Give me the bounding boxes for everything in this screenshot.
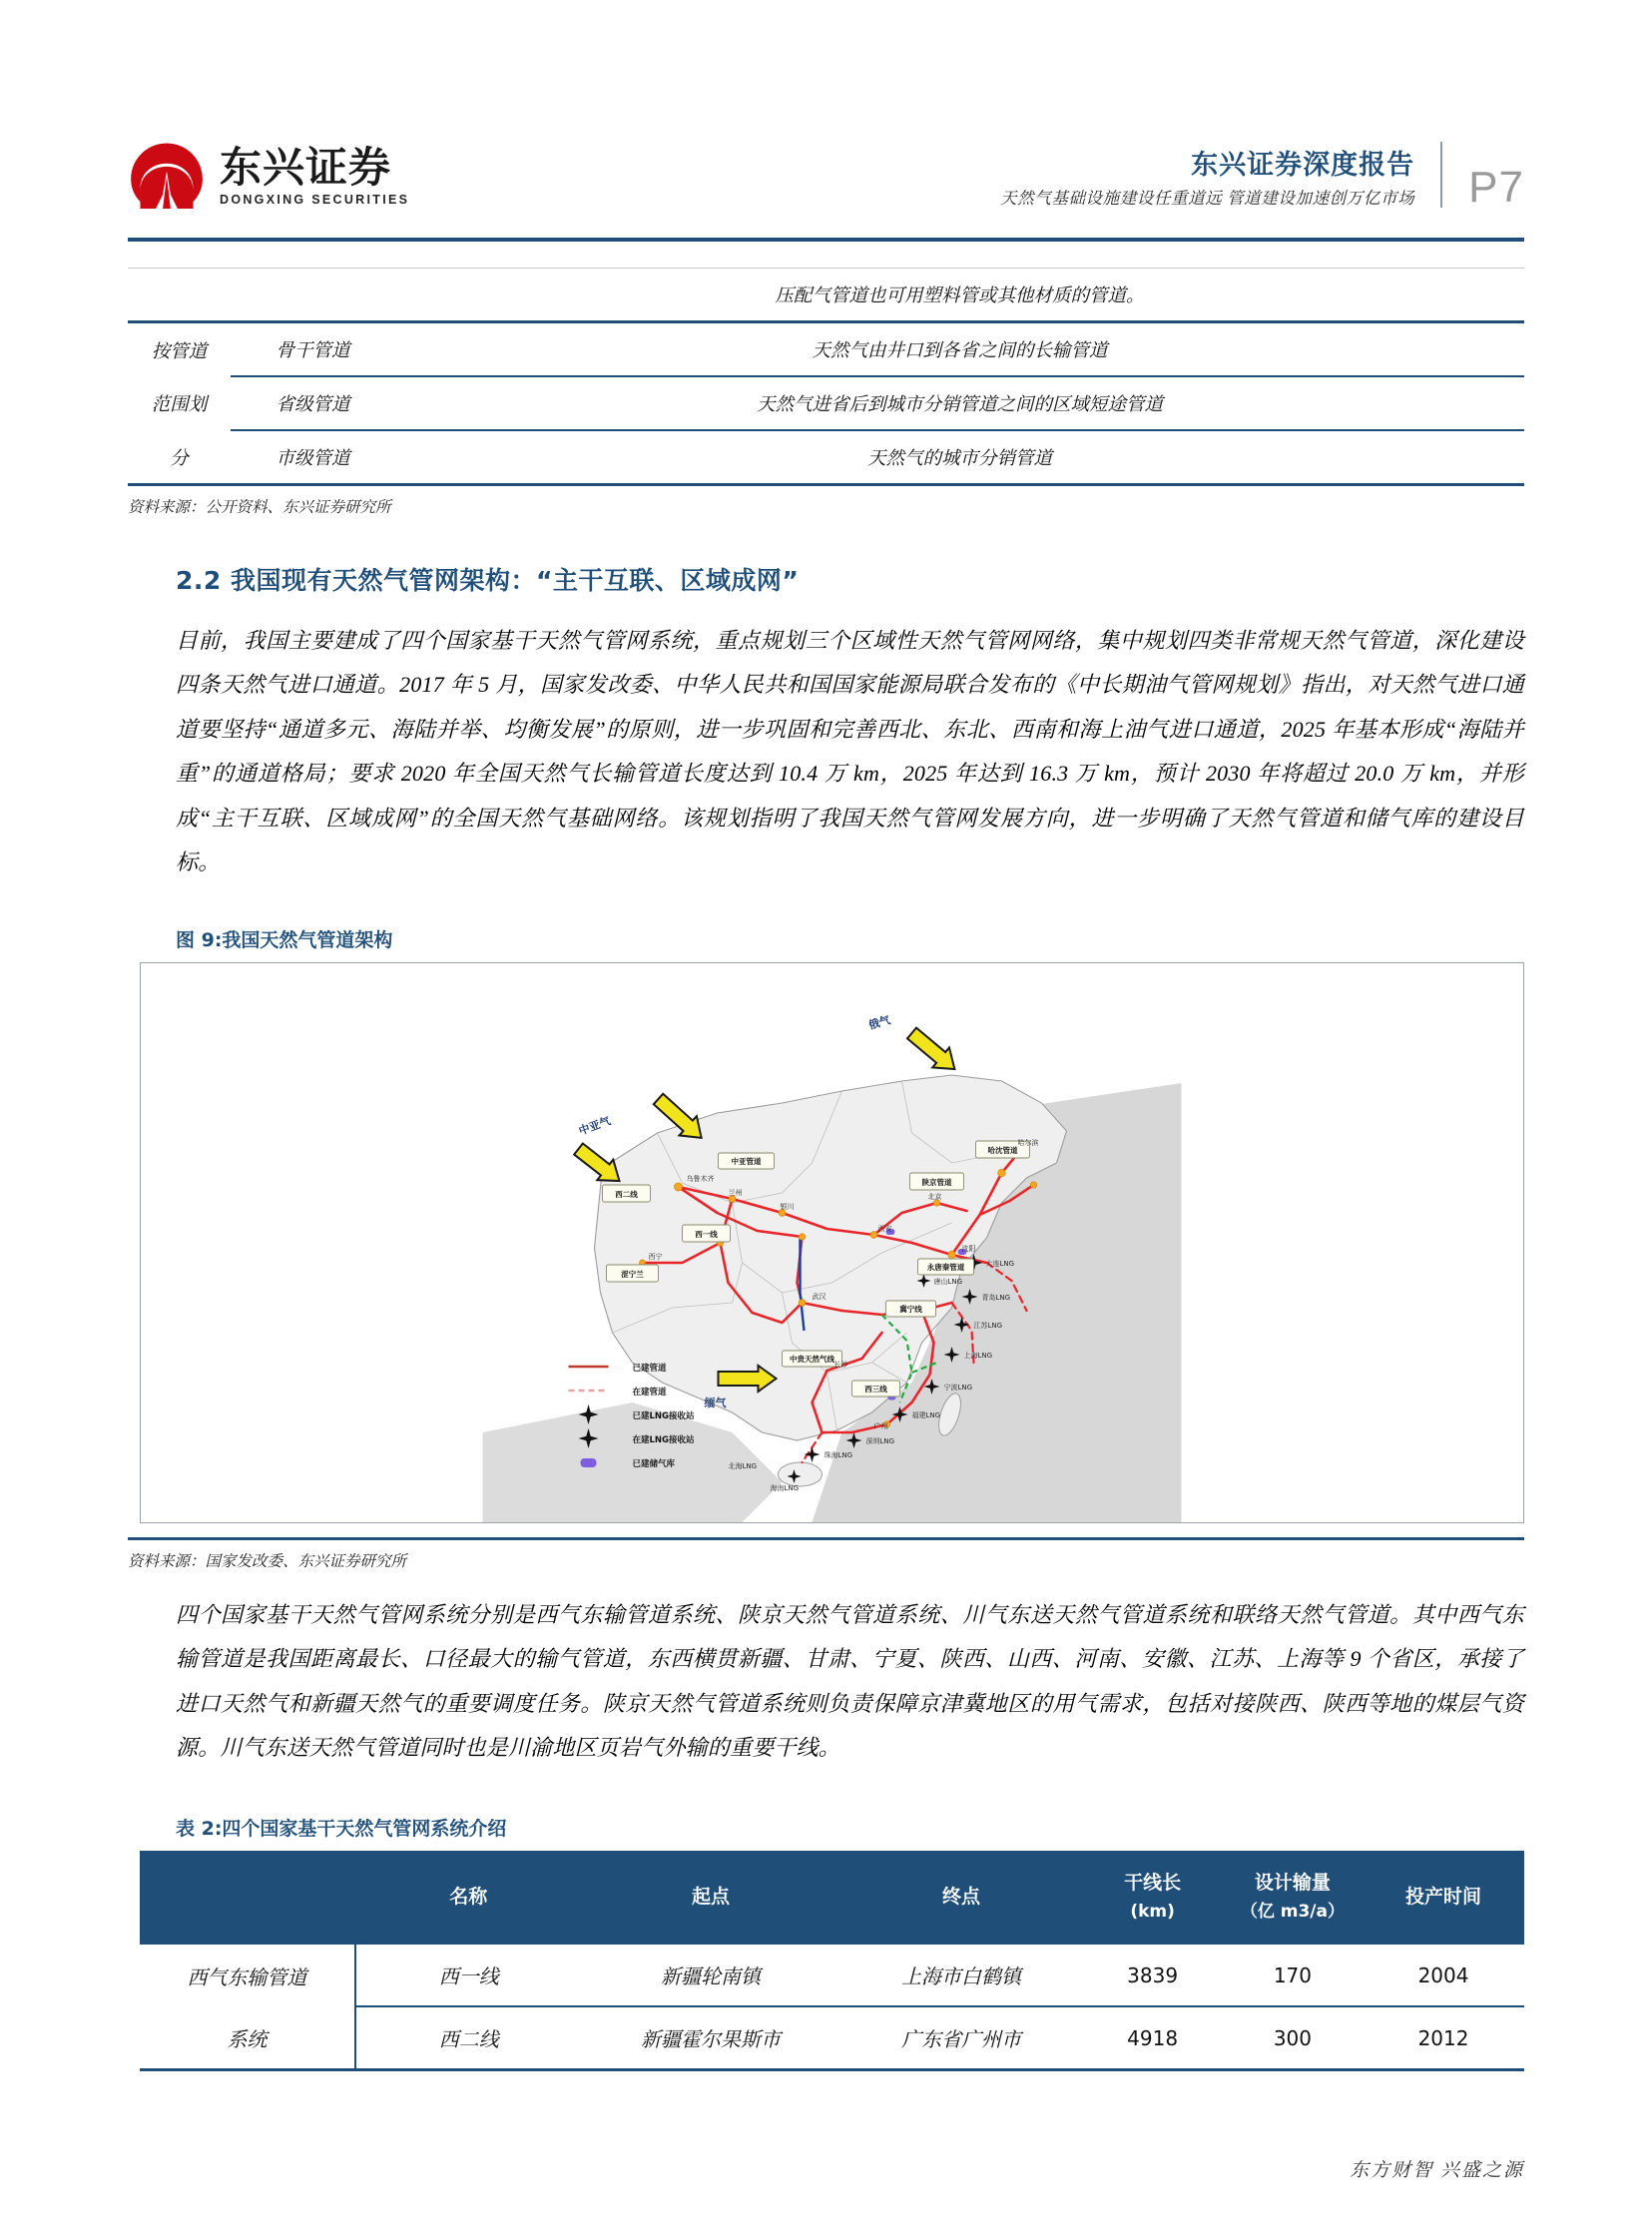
cell-group-label-3: 分 bbox=[170, 448, 189, 469]
brand-logo bbox=[128, 140, 409, 214]
cell-close-a bbox=[128, 485, 231, 487]
cell-end-1: 上海市白鹤镇 bbox=[840, 1944, 1083, 2006]
svg-text:哈尔滨: 哈尔滨 bbox=[1017, 1138, 1039, 1147]
th-system bbox=[140, 1851, 355, 1944]
cell-commission-1: 2004 bbox=[1363, 1944, 1524, 2006]
page-footer-slogan: 东方财智 兴盛之源 bbox=[1350, 2160, 1524, 2181]
svg-text:冀宁线: 冀宁线 bbox=[899, 1304, 922, 1314]
cell-name-1: 西一线 bbox=[355, 1944, 582, 2006]
svg-text:北海LNG: 北海LNG bbox=[728, 1461, 758, 1470]
svg-text:中亚管道: 中亚管道 bbox=[731, 1156, 762, 1166]
top-table-source: 资料来源：公开资料、东兴证券研究所 bbox=[128, 499, 391, 516]
brand-name-cn: 东兴证券 bbox=[220, 143, 392, 193]
brand-text bbox=[220, 143, 410, 208]
svg-text:银川: 银川 bbox=[780, 1202, 795, 1211]
paragraph-one: 目前，我国主要建成了四个国家基干天然气管网系统，重点规划三个区域性天然气管网网络，集中规划四类非常规天然气管道，深化建设四条天然气进口通道。2017 年 5 月，国家发改委、中华人民共和国国家能源局联合发布的《中长期油气管网规划》指出，对天然气进口通道要坚持“通道多元、海陆并举、均衡发展”的原则，进一步巩固和完善西北、东北、西南和海上油气进口通道，2025 年基本形成“海陆并重”的通道格局；要求 2020 年全国天然气长输管道长度达到 10.4 万 km，2025 年达到 16.3 万 km，预计 2030 年将超过 20.0 万 km，并形成“主干互联、区域成网”的全国天然气基础网络。该规划指明了我国天然气管网发展方向，进一步明确了天然气管道和储气库的建设目标。 bbox=[176, 628, 1524, 875]
bottom-table-rule bbox=[140, 2068, 1524, 2071]
cell-group-label-1: 按管道 bbox=[128, 322, 231, 377]
svg-text:西二线: 西二线 bbox=[615, 1189, 638, 1199]
cell-capacity-2: 300 bbox=[1223, 2006, 1363, 2068]
svg-text:大连LNG: 大连LNG bbox=[985, 1259, 1015, 1268]
svg-text:已建管道: 已建管道 bbox=[632, 1363, 667, 1374]
brand-name-en: DONGXING SECURITIES bbox=[220, 193, 410, 208]
header-title-block bbox=[1000, 149, 1414, 210]
table-row bbox=[140, 1944, 1524, 2006]
page-content bbox=[128, 268, 1524, 2071]
svg-text:武汉: 武汉 bbox=[812, 1292, 826, 1301]
cell-name-2: 西二线 bbox=[355, 2006, 582, 2068]
china-gas-pipeline-map bbox=[141, 963, 1523, 1522]
svg-text:唐山LNG: 唐山LNG bbox=[933, 1277, 963, 1286]
svg-text:沈阳: 沈阳 bbox=[961, 1244, 976, 1253]
svg-text:西三线: 西三线 bbox=[864, 1384, 887, 1394]
figure-container bbox=[140, 962, 1524, 1523]
report-title: 东兴证券深度报告 bbox=[1191, 149, 1415, 181]
table-caption: 表 2:四个国家基干天然气管网系统介绍 bbox=[176, 1818, 507, 1841]
arrow-label-mianqi: 缅气 bbox=[704, 1396, 727, 1409]
th-name: 名称 bbox=[355, 1851, 582, 1944]
svg-text:兰州: 兰州 bbox=[728, 1188, 743, 1197]
cell-end-2: 广东省广州市 bbox=[840, 2006, 1083, 2068]
svg-text:西一线: 西一线 bbox=[695, 1229, 718, 1239]
map-svg bbox=[141, 963, 1523, 1522]
svg-text:西宁: 西宁 bbox=[648, 1252, 663, 1261]
th-capacity-unit: （亿 m3/a） bbox=[1240, 1901, 1345, 1922]
header-divider bbox=[1440, 142, 1442, 208]
cell-system-line-2: 系统 bbox=[140, 2006, 355, 2068]
trunk-pipeline-table bbox=[140, 1851, 1524, 2068]
svg-text:广州: 广州 bbox=[873, 1421, 888, 1430]
table-row bbox=[128, 322, 1524, 377]
cell-close-c bbox=[395, 485, 1524, 487]
th-length-unit: (km) bbox=[1130, 1901, 1175, 1922]
svg-text:已建储气库: 已建储气库 bbox=[632, 1458, 676, 1469]
svg-text:西安: 西安 bbox=[877, 1224, 892, 1233]
cell-category-3: 市级管道 bbox=[231, 430, 395, 485]
svg-text:福建LNG: 福建LNG bbox=[911, 1410, 941, 1419]
header-rule bbox=[128, 238, 1524, 242]
page-number: P7 bbox=[1468, 163, 1524, 212]
th-commission: 投产时间 bbox=[1363, 1851, 1524, 1944]
cell-length-2: 4918 bbox=[1082, 2006, 1222, 2068]
cell-close-b bbox=[231, 485, 395, 487]
cell-merged-note: 压配气管道也可用塑料管或其他材质的管道。 bbox=[395, 269, 1524, 322]
th-start: 起点 bbox=[582, 1851, 840, 1944]
svg-text:乌鲁木齐: 乌鲁木齐 bbox=[686, 1174, 715, 1183]
th-end: 终点 bbox=[840, 1851, 1083, 1944]
dongxing-logo-icon bbox=[128, 140, 206, 214]
table-row bbox=[128, 430, 1524, 485]
cell-empty-b bbox=[231, 269, 395, 322]
svg-text:陕京管道: 陕京管道 bbox=[921, 1177, 952, 1187]
cell-desc-1: 天然气由井口到各省之间的长输管道 bbox=[395, 322, 1524, 377]
cell-category-2: 省级管道 bbox=[231, 376, 395, 430]
th-length-label: 干线长 bbox=[1124, 1872, 1182, 1895]
cell-start-1: 新疆轮南镇 bbox=[582, 1944, 840, 2006]
report-subtitle: 天然气基础设施建设任重道远 管道建设加速创万亿市场 bbox=[1000, 189, 1415, 209]
page-header bbox=[0, 118, 1652, 214]
th-capacity bbox=[1223, 1851, 1363, 1944]
svg-text:上海LNG: 上海LNG bbox=[963, 1351, 993, 1360]
svg-text:已建LNG接收站: 已建LNG接收站 bbox=[632, 1410, 695, 1421]
arrow-label-zhongyaqi: 中亚气 bbox=[577, 1113, 613, 1138]
cell-system-line-1: 西气东输管道 bbox=[140, 1944, 355, 2006]
svg-text:珠海LNG: 珠海LNG bbox=[824, 1450, 853, 1459]
header-right bbox=[1000, 142, 1524, 214]
arrow-label-eqi: 俄气 bbox=[866, 1012, 892, 1032]
pipeline-classification-table bbox=[128, 268, 1524, 486]
table-header-row bbox=[140, 1851, 1524, 1944]
svg-text:在建LNG接收站: 在建LNG接收站 bbox=[632, 1434, 695, 1445]
cell-commission-2: 2012 bbox=[1363, 2006, 1524, 2068]
svg-text:深圳LNG: 深圳LNG bbox=[865, 1436, 895, 1445]
th-length bbox=[1082, 1851, 1222, 1944]
cell-start-2: 新疆霍尔果斯市 bbox=[582, 2006, 840, 2068]
svg-text:哈沈管道: 哈沈管道 bbox=[987, 1145, 1018, 1155]
svg-text:青岛LNG: 青岛LNG bbox=[981, 1293, 1011, 1302]
cell-empty-a bbox=[128, 269, 231, 322]
cell-desc-2: 天然气进省后到城市分销管道之间的区域短途管道 bbox=[395, 376, 1524, 430]
cell-group-label-2: 范围划 bbox=[151, 395, 208, 415]
table-row bbox=[128, 269, 1524, 322]
cell-category-1: 骨干管道 bbox=[231, 322, 395, 377]
th-capacity-label: 设计输量 bbox=[1254, 1872, 1331, 1895]
table-row bbox=[128, 376, 1524, 430]
figure-source: 资料来源：国家发改委、东兴证券研究所 bbox=[128, 1552, 407, 1570]
cell-capacity-1: 170 bbox=[1223, 1944, 1363, 2006]
svg-text:在建管道: 在建管道 bbox=[632, 1387, 667, 1398]
svg-text:宁波LNG: 宁波LNG bbox=[943, 1383, 973, 1392]
table-row-closing bbox=[128, 485, 1524, 487]
svg-text:长沙: 长沙 bbox=[833, 1360, 848, 1369]
cell-length-1: 3839 bbox=[1082, 1944, 1222, 2006]
svg-text:永唐秦管道: 永唐秦管道 bbox=[926, 1262, 965, 1272]
svg-text:涩宁兰: 涩宁兰 bbox=[621, 1269, 644, 1279]
svg-text:江苏LNG: 江苏LNG bbox=[973, 1321, 1003, 1330]
figure-bottom-rule bbox=[128, 1537, 1524, 1540]
figure-caption: 图 9:我国天然气管道架构 bbox=[176, 928, 393, 951]
cell-desc-3: 天然气的城市分销管道 bbox=[395, 430, 1524, 485]
section-heading: 2.2 我国现有天然气管网架构：“主干互联、区域成网” bbox=[176, 566, 800, 595]
svg-text:北京: 北京 bbox=[927, 1192, 942, 1201]
svg-text:海南LNG: 海南LNG bbox=[770, 1483, 800, 1492]
svg-text:中贵天然气线: 中贵天然气线 bbox=[790, 1354, 834, 1364]
table-row bbox=[140, 2006, 1524, 2068]
paragraph-two: 四个国家基干天然气管网系统分别是西气东输管道系统、陕京天然气管道系统、川气东送天然气管道系统和联络天然气管道。其中西气东输管道是我国距离最长、口径最大的输气管道，东西横贯新疆、甘肃、宁夏、陕西、山西、河南、安徽、江苏、上海等 9 个省区，承接了进口天然气和新疆天然气的重要调度任务。陕京天然气管道系统则负责保障京津冀地区的用气需求，包括对接陕西、陕西等地的煤层气资源。川气东送天然气管道同时也是川渝地区页岩气外输的重要干线。 bbox=[176, 1601, 1524, 1760]
